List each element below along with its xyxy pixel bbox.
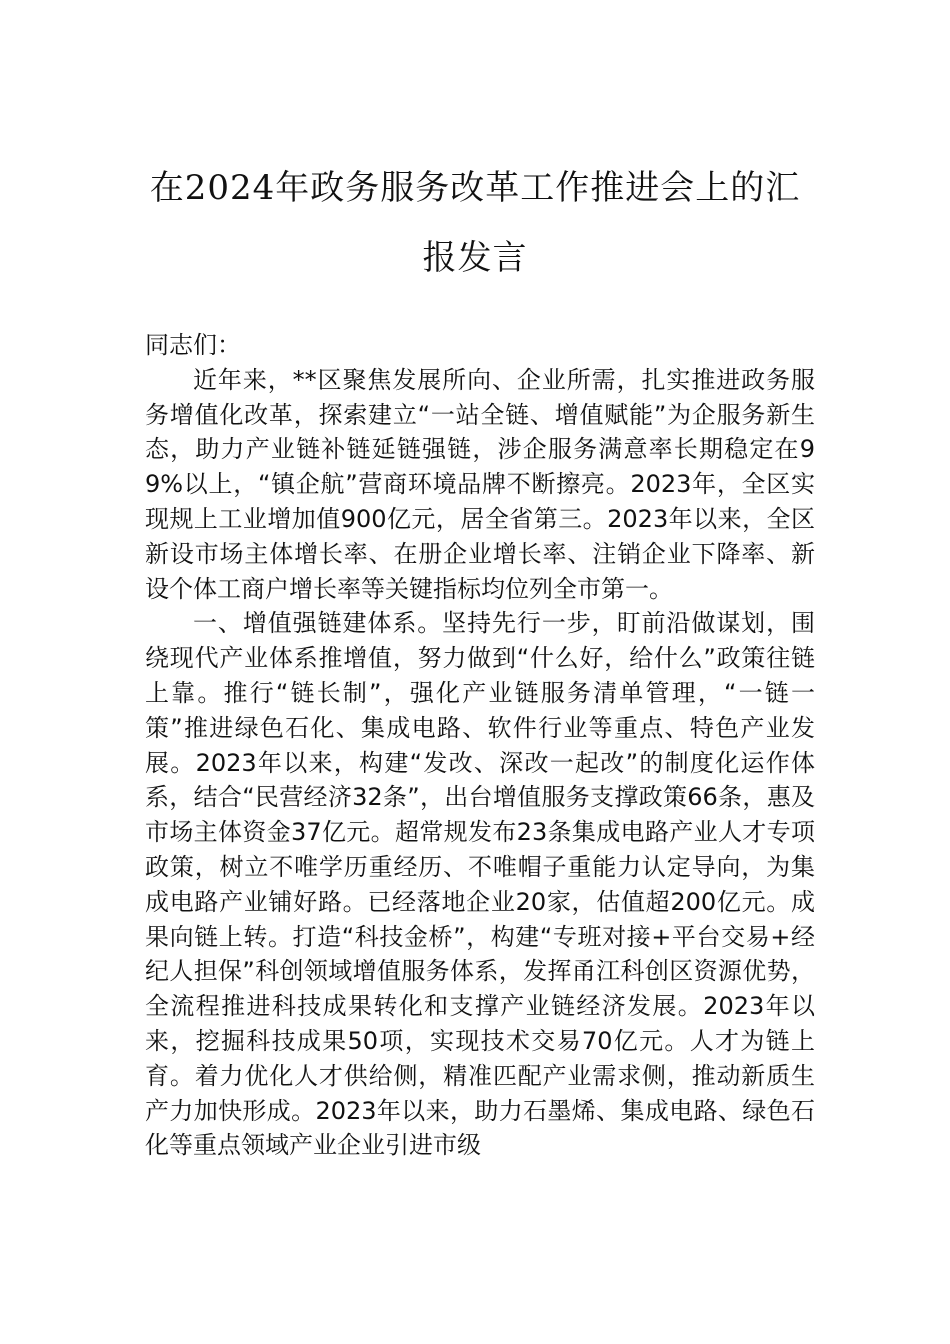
paragraph-intro: 近年来，**区聚焦发展所向、企业所需，扎实推进政务服务增值化改革，探索建立“一站全链、增值赋能”为企服务新生态，助力产业链补链延链强链，涉企服务满意率长期稳定在99%以上，“镇企航”营商环境品牌不断擦亮。2023年，全区实现规上工业增加值900亿元，居全省第三。2023年以来，全区新设市场主体增长率、在册企业增长率、注销企业下降率、新设个体工商户增长率等关键指标均位列全市第一。 — [145, 365, 815, 603]
paragraph-section-1: 一、增值强链建体系。坚持先行一步，盯前沿做谋划，围绕现代产业体系推增值，努力做到“什么好，给什么”政策往链上靠。推行“链长制”，强化产业链服务清单管理，“一链一策”推进绿色石化、集成电路、软件行业等重点、特色产业发展。2023年以来，构建“发改、深改一起改”的制度化运作体系，结合“民营经济32条”，出台增值服务支撑政策66条，惠及市场主体资金37亿元。超常规发布23条集成电路产业人才专项政策，树立不唯学历重经历、不唯帽子重能力认定导向，为集成电路产业铺好路。已经落地企业20家，估值超200亿元。成果向链上转。打造“科技金桥”，构建“专班对接+平台交易+经纪人担保”科创领域增值服务体系，发挥甬江科创区资源优势，全流程推进科技成果转化和支撑产业链经济发展。2023年以来，挖掘科技成果50项，实现技术交易70亿元。人才为链上育。着力优化人才供给侧，精准匹配产业需求侧，推动新质生产力加快形成。2023年以来，助力石墨烯、集成电路、绿色石化等重点领域产业企业引进市级 — [145, 609, 815, 1160]
document-title-line-2: 报发言 — [422, 238, 528, 278]
document-body — [145, 328, 815, 1163]
salutation: 同志们： — [145, 331, 241, 359]
document-title-line-1: 在2024年政务服务改革工作推进会上的汇 — [149, 168, 801, 208]
